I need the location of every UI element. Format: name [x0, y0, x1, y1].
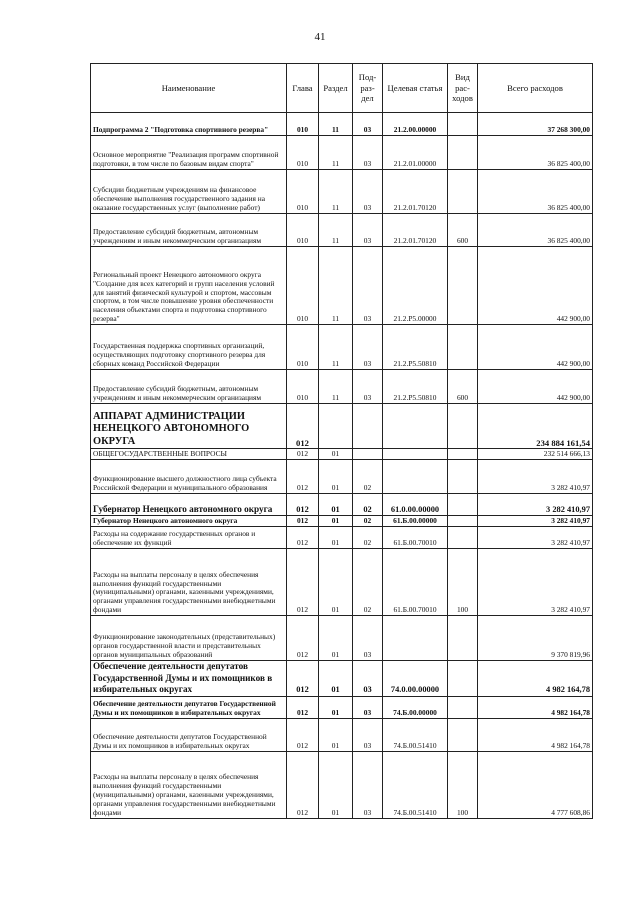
row-total: 3 282 410,97 — [478, 516, 593, 527]
table-row — [91, 325, 593, 370]
table-body — [91, 113, 593, 819]
row-total: 4 777 608,86 — [478, 751, 593, 818]
row-podrazdel — [353, 449, 383, 460]
row-vid — [448, 325, 478, 370]
row-target — [383, 404, 448, 449]
row-vid — [448, 136, 478, 170]
row-vid — [448, 696, 478, 718]
row-target: 21.2.01.70120 — [383, 170, 448, 214]
row-vid — [448, 247, 478, 325]
row-vid: 600 — [448, 370, 478, 404]
row-target: 21.2.P5.50810 — [383, 325, 448, 370]
row-razdel — [319, 404, 353, 449]
row-target — [383, 616, 448, 661]
row-total: 36 825 400,00 — [478, 214, 593, 247]
row-razdel: 11 — [319, 170, 353, 214]
table-row — [91, 661, 593, 697]
table-row — [91, 449, 593, 460]
row-name: Региональный проект Ненецкого автономного округа "Создание для всех категорий и групп населения условий для занятий физической культурой и спортом, массовым спортом, в том числе повышение уровня обеспеченности населения объектами спорта и подготовка спортивного резерва" — [91, 247, 287, 325]
row-target: 61.Б.00.70010 — [383, 527, 448, 549]
table-row — [91, 370, 593, 404]
row-target: 61.Б.00.00000 — [383, 516, 448, 527]
row-glava: 012 — [287, 616, 319, 661]
row-glava: 012 — [287, 751, 319, 818]
row-target: 61.Б.00.70010 — [383, 549, 448, 616]
row-podrazdel: 03 — [353, 247, 383, 325]
row-total: 3 282 410,97 — [478, 494, 593, 516]
row-target: 74.0.00.00000 — [383, 661, 448, 697]
row-name: Губернатор Ненецкого автономного округа — [91, 516, 287, 527]
row-glava: 012 — [287, 718, 319, 751]
row-razdel: 01 — [319, 449, 353, 460]
row-vid — [448, 170, 478, 214]
row-name: АППАРАТ АДМИНИСТРАЦИИ НЕНЕЦКОГО АВТОНОМНОГО ОКРУГА — [91, 404, 287, 449]
table-row — [91, 247, 593, 325]
row-target: 21.2.01.00000 — [383, 136, 448, 170]
row-total: 4 982 164,78 — [478, 661, 593, 697]
table-row — [91, 170, 593, 214]
row-vid — [448, 661, 478, 697]
row-name: Обеспечение деятельности депутатов Государственной Думы и их помощников в избирательных округах — [91, 718, 287, 751]
row-podrazdel: 03 — [353, 136, 383, 170]
row-total: 442 900,00 — [478, 370, 593, 404]
row-vid — [448, 527, 478, 549]
row-name: Основное мероприятие "Реализация программ спортивной подготовки, в том числе по базовым видам спорта" — [91, 136, 287, 170]
row-glava: 010 — [287, 170, 319, 214]
row-target: 21.2.01.70120 — [383, 214, 448, 247]
row-name: Расходы на содержание государственных органов и обеспечение их функций — [91, 527, 287, 549]
row-vid — [448, 616, 478, 661]
table-row — [91, 404, 593, 449]
row-glava: 010 — [287, 370, 319, 404]
row-podrazdel: 02 — [353, 549, 383, 616]
row-razdel: 01 — [319, 527, 353, 549]
row-glava: 010 — [287, 113, 319, 136]
row-podrazdel: 03 — [353, 170, 383, 214]
row-podrazdel: 02 — [353, 516, 383, 527]
row-podrazdel: 02 — [353, 460, 383, 494]
row-glava: 010 — [287, 136, 319, 170]
header-total: Всего расходов — [478, 64, 593, 113]
row-razdel: 01 — [319, 661, 353, 697]
row-name: Подпрограмма 2 "Подготовка спортивного резерва" — [91, 113, 287, 136]
table-row — [91, 527, 593, 549]
table-row — [91, 549, 593, 616]
row-total: 9 370 819,96 — [478, 616, 593, 661]
row-podrazdel: 03 — [353, 113, 383, 136]
row-razdel: 01 — [319, 751, 353, 818]
table-row — [91, 136, 593, 170]
table-row — [91, 616, 593, 661]
row-name: Расходы на выплаты персоналу в целях обеспечения выполнения функций государственными (муниципальными) органами, казенными учреждениями, органами управления государственными внебюджетными фондами — [91, 751, 287, 818]
row-vid: 100 — [448, 549, 478, 616]
row-razdel: 11 — [319, 214, 353, 247]
row-glava: 010 — [287, 214, 319, 247]
row-podrazdel: 02 — [353, 494, 383, 516]
row-target — [383, 449, 448, 460]
row-podrazdel: 03 — [353, 751, 383, 818]
row-name: Предоставление субсидий бюджетным, автономным учреждениям и иным некоммерческим организациям — [91, 370, 287, 404]
header-vid: Вид рас-ходов — [448, 64, 478, 113]
row-name: Обеспечение деятельности депутатов Государственной Думы и их помощников в избирательных округах — [91, 696, 287, 718]
row-total: 232 514 666,13 — [478, 449, 593, 460]
row-podrazdel: 03 — [353, 370, 383, 404]
table-row — [91, 214, 593, 247]
row-name: Государственная поддержка спортивных организаций, осуществляющих подготовку спортивного резерва для сборных команд Российской Федерации — [91, 325, 287, 370]
page-number: 41 — [314, 31, 326, 43]
row-razdel: 01 — [319, 718, 353, 751]
row-razdel: 01 — [319, 616, 353, 661]
row-podrazdel: 03 — [353, 325, 383, 370]
row-glava: 012 — [287, 516, 319, 527]
row-target: 21.2.00.00000 — [383, 113, 448, 136]
row-target: 21.2.P5.00000 — [383, 247, 448, 325]
budget-table — [90, 63, 593, 819]
row-name: Субсидии бюджетным учреждениям на финансовое обеспечение выполнения государственного задания на оказание государственных услуг (выполнение работ) — [91, 170, 287, 214]
table-header-row — [91, 64, 593, 113]
row-vid — [448, 404, 478, 449]
row-name: Губернатор Ненецкого автономного округа — [91, 494, 287, 516]
row-total: 3 282 410,97 — [478, 527, 593, 549]
header-podrazdel: Под-раз-дел — [353, 64, 383, 113]
row-glava: 012 — [287, 449, 319, 460]
row-glava: 012 — [287, 404, 319, 449]
row-vid — [448, 718, 478, 751]
row-name: Обеспечение деятельности депутатов Государственной Думы и их помощников в избирательных округах — [91, 661, 287, 697]
row-glava: 012 — [287, 527, 319, 549]
table-row — [91, 494, 593, 516]
row-glava: 012 — [287, 696, 319, 718]
row-glava: 010 — [287, 247, 319, 325]
row-razdel: 11 — [319, 370, 353, 404]
row-glava: 012 — [287, 494, 319, 516]
row-name: ОБЩЕГОСУДАРСТВЕННЫЕ ВОПРОСЫ — [91, 449, 287, 460]
row-razdel: 01 — [319, 460, 353, 494]
header-razdel: Раздел — [319, 64, 353, 113]
row-razdel: 01 — [319, 494, 353, 516]
row-podrazdel: 02 — [353, 527, 383, 549]
row-razdel: 11 — [319, 113, 353, 136]
row-total: 442 900,00 — [478, 325, 593, 370]
row-target: 61.0.00.00000 — [383, 494, 448, 516]
row-razdel: 11 — [319, 325, 353, 370]
header-name: Наименование — [91, 64, 287, 113]
row-podrazdel: 03 — [353, 214, 383, 247]
table-row — [91, 113, 593, 136]
row-vid: 600 — [448, 214, 478, 247]
row-podrazdel: 03 — [353, 616, 383, 661]
table-row — [91, 516, 593, 527]
row-total: 4 982 164,78 — [478, 696, 593, 718]
row-vid — [448, 113, 478, 136]
row-razdel: 01 — [319, 549, 353, 616]
row-target: 74.Б.00.51410 — [383, 751, 448, 818]
row-total: 442 900,00 — [478, 247, 593, 325]
row-razdel: 01 — [319, 696, 353, 718]
row-total: 3 282 410,97 — [478, 549, 593, 616]
row-name: Функционирование законодательных (представительных) органов государственной власти и представительных органов муниципальных образований — [91, 616, 287, 661]
row-total: 4 982 164,78 — [478, 718, 593, 751]
row-vid — [448, 460, 478, 494]
row-name: Предоставление субсидий бюджетным, автономным учреждениям и иным некоммерческим организациям — [91, 214, 287, 247]
row-target: 21.2.P5.50810 — [383, 370, 448, 404]
row-razdel: 11 — [319, 247, 353, 325]
table-row — [91, 718, 593, 751]
row-target: 74.Б.00.00000 — [383, 696, 448, 718]
row-total: 3 282 410,97 — [478, 460, 593, 494]
row-glava: 012 — [287, 460, 319, 494]
table-row — [91, 751, 593, 818]
table-row — [91, 460, 593, 494]
row-total: 37 268 300,00 — [478, 113, 593, 136]
row-name: Расходы на выплаты персоналу в целях обеспечения выполнения функций государственными (муниципальными) органами, казенными учреждениями, органами управления государственными внебюджетными фондами — [91, 549, 287, 616]
row-podrazdel — [353, 404, 383, 449]
table-row — [91, 696, 593, 718]
row-total: 234 884 161,54 — [478, 404, 593, 449]
row-name: Функционирование высшего должностного лица субъекта Российской Федерации и муниципального образования — [91, 460, 287, 494]
row-glava: 012 — [287, 549, 319, 616]
row-vid — [448, 494, 478, 516]
row-razdel: 01 — [319, 516, 353, 527]
row-podrazdel: 03 — [353, 718, 383, 751]
row-vid: 100 — [448, 751, 478, 818]
row-vid — [448, 449, 478, 460]
row-target: 74.Б.00.51410 — [383, 718, 448, 751]
row-glava: 010 — [287, 325, 319, 370]
row-total: 36 825 400,00 — [478, 170, 593, 214]
row-razdel: 11 — [319, 136, 353, 170]
row-target — [383, 460, 448, 494]
header-target: Целевая статья — [383, 64, 448, 113]
row-podrazdel: 03 — [353, 696, 383, 718]
row-vid — [448, 516, 478, 527]
header-glava: Глава — [287, 64, 319, 113]
row-total: 36 825 400,00 — [478, 136, 593, 170]
row-podrazdel: 03 — [353, 661, 383, 697]
row-glava: 012 — [287, 661, 319, 697]
